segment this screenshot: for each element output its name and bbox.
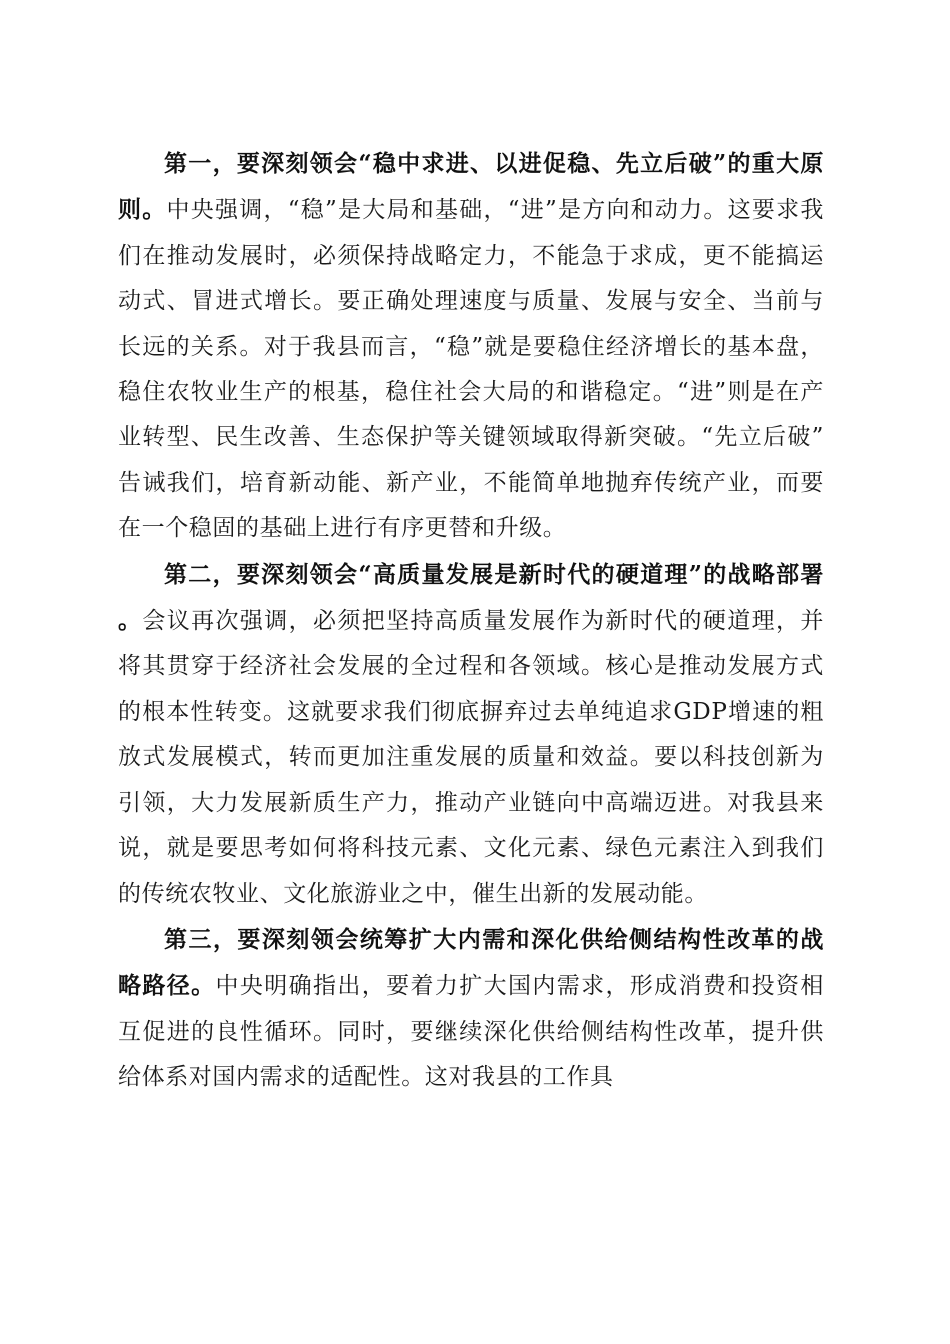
paragraph-1 xyxy=(118,141,824,552)
paragraph-2 xyxy=(118,552,824,917)
paragraph-2-text: 会议再次强调，必须把坚持高质量发展作为新时代的硬道理，并将其贯穿于经济社会发展的全过程和各领域。核心是推动发展方式的根本性转变。这就要求我们彻底摒弃过去单纯追求GDP增速的粗放式发展模式，转而更加注重发展的质量和效益。要以科技创新为引领，大力发展新质生产力，推动产业链向中高端迈进。对我县来说，就是要思考如何将科技元素、文化元素、绿色元素注入到我们的传统农牧业、文化旅游业之中，催生出新的发展动能。 xyxy=(118,608,824,907)
paragraph-3-text: 中央明确指出，要着力扩大国内需求，形成消费和投资相互促进的良性循环。同时，要继续深化供给侧结构性改革，提升供给体系对国内需求的适配性。这对我县的工作具 xyxy=(118,973,825,1091)
paragraph-1-heading: 第一，要深刻领会“稳中求进、以进促稳、先立后破”的重大原则。 xyxy=(118,150,824,224)
paragraph-1-text: 中央强调，“稳”是大局和基础，“进”是方向和动力。这要求我们在推动发展时，必须保持战略定力，不能急于求成，更不能搞运动式、冒进式增长。要正确处理速度与质量、发展与安全、当前与长远的关系。对于我县而言，“稳”就是要稳住经济增长的基本盘，稳住农牧业生产的根基，稳住社会大局的和谐稳定。“进”则是在产业转型、民生改善、生态保护等关键领域取得新突破。“先立后破”告诫我们，培育新动能、新产业，不能简单地抛弃传统产业，而要在一个稳固的基础上进行有序更替和升级。 xyxy=(118,197,825,542)
paragraph-3 xyxy=(118,917,824,1101)
paragraph-3-heading: 第三，要深刻领会统筹扩大内需和深化供给侧结构性改革的战略路径。 xyxy=(118,925,824,1000)
document-body xyxy=(118,141,824,1101)
paragraph-2-heading: 第二，要深刻领会“高质量发展是新时代的硬道理”的战略部署。 xyxy=(118,560,824,635)
